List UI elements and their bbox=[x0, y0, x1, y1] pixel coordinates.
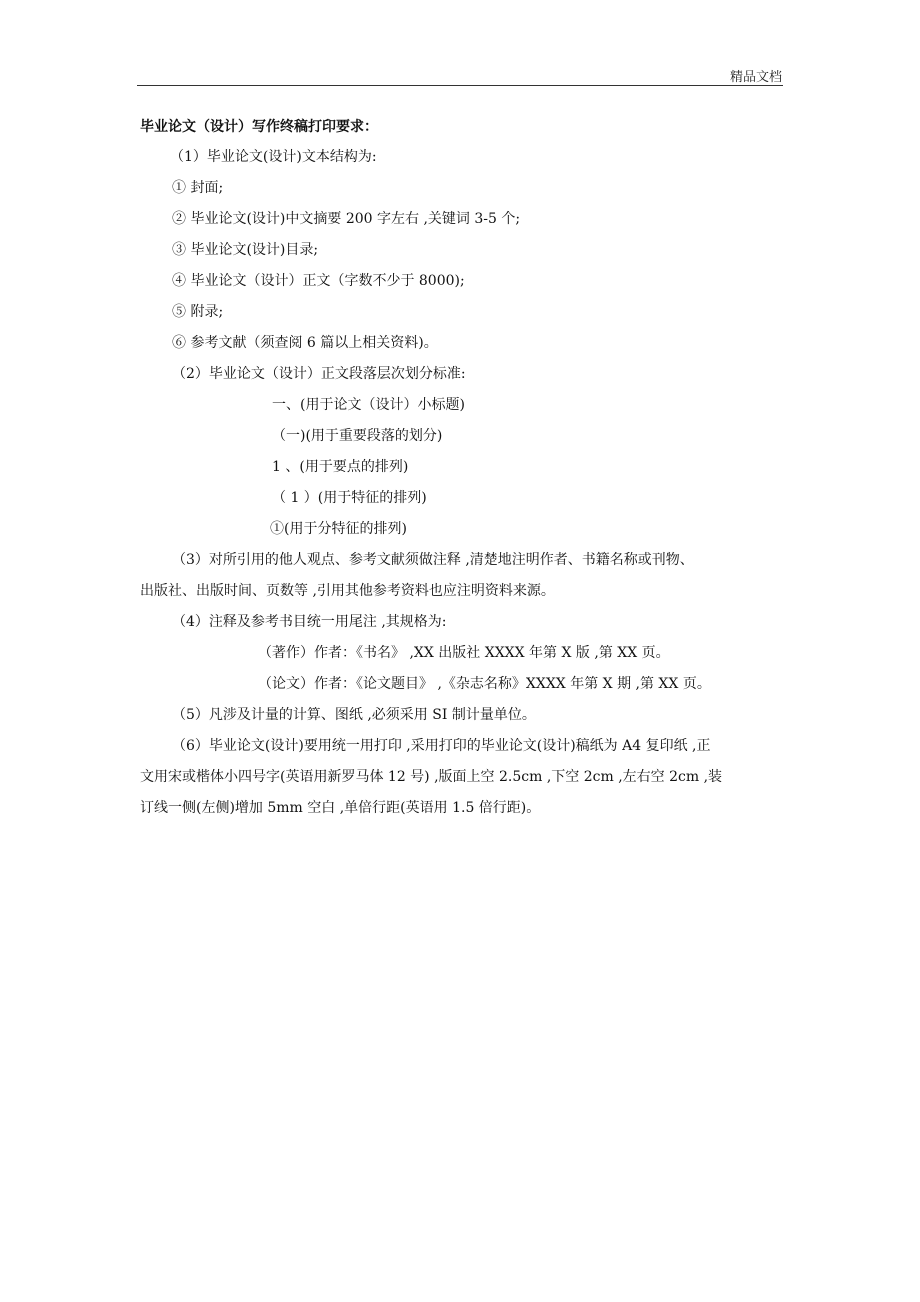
section5-text: （5）凡涉及计量的计算、图纸 ,必须采用 SI 制计量单位。 bbox=[172, 707, 536, 723]
section2-level: （ 1 ）(用于特征的排列) bbox=[272, 490, 427, 506]
section6-line: 订线一侧(左侧)增加 5mm 空白 ,单倍行距(英语用 1.5 倍行距)。 bbox=[140, 800, 541, 816]
section2-level: 一、(用于论文（设计）小标题) bbox=[272, 397, 465, 413]
section1-item: ② 毕业论文(设计)中文摘要 200 字左右 ,关键词 3-5 个; bbox=[172, 211, 521, 227]
section1-heading: （1）毕业论文(设计)文本结构为: bbox=[170, 149, 377, 165]
section4-format: （论文）作者：《论文题目》 ,《杂志名称》XXXX 年第 X 期 ,第 XX 页。 bbox=[258, 676, 711, 692]
section1-item: ⑤ 附录; bbox=[172, 304, 224, 320]
section1-item: ③ 毕业论文(设计)目录; bbox=[172, 242, 319, 258]
page-header-label: 精品文档 bbox=[729, 70, 782, 85]
section1-item: ④ 毕业论文（设计）正文（字数不少于 8000); bbox=[172, 273, 465, 289]
section3-line: （3）对所引用的他人观点、参考文献须做注释 ,清楚地注明作者、书籍名称或刊物、 bbox=[172, 552, 694, 568]
section2-level: （一)(用于重要段落的划分) bbox=[272, 428, 443, 444]
section3-line: 出版社、出版时间、页数等 ,引用其他参考资料也应注明资料来源。 bbox=[140, 583, 555, 599]
document-title: 毕业论文（设计）写作终稿打印要求： bbox=[140, 119, 378, 135]
header-divider bbox=[137, 85, 783, 86]
section1-item: ⑥ 参考文献（须查阅 6 篇以上相关资料)。 bbox=[172, 335, 438, 351]
section2-level: ①(用于分特征的排列) bbox=[270, 521, 407, 537]
section2-level: 1 、(用于要点的排列) bbox=[272, 459, 409, 475]
section6-line: 文用宋或楷体小四号字(英语用新罗马体 12 号) ,版面上空 2.5cm ,下空 2cm ,左右空 2cm ,装 bbox=[140, 769, 723, 785]
section4-format: （著作）作者：《书名》 ,XX 出版社 XXXX 年第 X 版 ,第 XX 页。 bbox=[258, 645, 670, 661]
section2-heading: （2）毕业论文（设计）正文段落层次划分标准: bbox=[172, 366, 466, 382]
section1-item: ① 封面; bbox=[172, 180, 224, 196]
section6-line: （6）毕业论文(设计)要用统一用打印 ,采用打印的毕业论文(设计)稿纸为 A4 复印纸 ,正 bbox=[172, 738, 711, 754]
section4-heading: （4）注释及参考书目统一用尾注 ,其规格为: bbox=[172, 614, 447, 630]
